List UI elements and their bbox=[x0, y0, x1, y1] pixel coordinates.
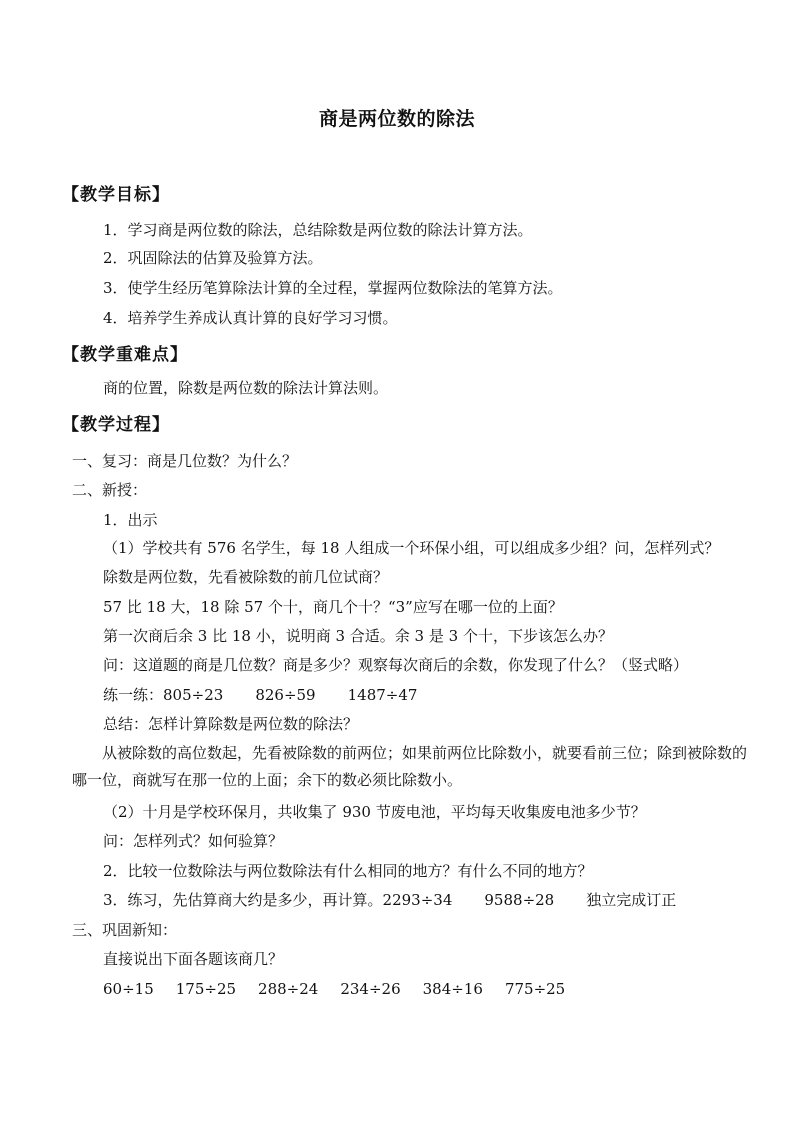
question-1-step: 问：这道题的商是几位数？商是多少？观察每次商后的余数，你发现了什么？（竖式略） bbox=[103, 656, 689, 674]
practice-label: 练一练： bbox=[103, 686, 164, 704]
question-1: （1）学校共有 576 名学生，每 18 人组成一个环保小组，可以组成多少组？问，怎样列式？ bbox=[103, 539, 720, 557]
review-line: 一、复习：商是几位数？为什么？ bbox=[72, 452, 298, 470]
question-1-step: 除数是两位数，先看被除数的前几位试商？ bbox=[103, 568, 389, 586]
drill-item: 288÷24 bbox=[258, 980, 319, 998]
question-1-step: 第一次商后余 3 比 18 小，说明商 3 合适。余 3 是 3 个十，下步该怎么办？ bbox=[103, 627, 613, 645]
practice-item: 805÷23 bbox=[163, 686, 224, 704]
drill-item: 60÷15 bbox=[103, 980, 154, 998]
exercise-line bbox=[103, 890, 676, 910]
drill-item: 175÷25 bbox=[175, 980, 237, 998]
summary-paragraph: 从被除数的高位数起，先看被除数的前两位；如果前两位比除数小，就要看前三位；除到被除数的哪一位，商就写在那一位的上面；余下的数必须比除数小。 bbox=[72, 744, 748, 789]
new-teach-line: 二、新授： bbox=[72, 481, 148, 499]
section-heading-key-points: 【教学重难点】 bbox=[62, 345, 188, 365]
objective-item: 1．学习商是两位数的除法，总结除数是两位数的除法计算方法。 bbox=[103, 221, 533, 239]
drill-item: 775÷25 bbox=[504, 980, 566, 998]
section-heading-objectives: 【教学目标】 bbox=[62, 185, 170, 205]
objective-item: 4．培养学生养成认真计算的良好学习习惯。 bbox=[103, 309, 398, 327]
direct-line: 直接说出下面各题该商几？ bbox=[103, 950, 284, 968]
practice-line bbox=[103, 685, 417, 705]
summary-question: 总结：怎样计算除数是两位数的除法？ bbox=[103, 715, 359, 733]
page-title: 商是两位数的除法 bbox=[318, 108, 475, 130]
practice-item: 826÷59 bbox=[255, 686, 316, 704]
section-heading-process: 【教学过程】 bbox=[62, 415, 170, 435]
drill-line bbox=[103, 979, 565, 999]
practice-item: 1487÷47 bbox=[347, 686, 418, 704]
question-2: （2）十月是学校环保月，共收集了 930 节废电池，平均每天收集废电池多少节？ bbox=[103, 803, 646, 821]
consolidate-line: 三、巩固新知： bbox=[72, 921, 178, 939]
objective-item: 2．巩固除法的估算及验算方法。 bbox=[103, 249, 323, 267]
show-line: 1．出示 bbox=[103, 511, 158, 529]
question-1-step: 57 比 18 大，18 除 57 个十，商几个十？“3”应写在哪一位的上面？ bbox=[103, 598, 563, 616]
drill-item: 234÷26 bbox=[340, 980, 401, 998]
objective-item: 3．使学生经历笔算除法计算的全过程，掌握两位数除法的笔算方法。 bbox=[103, 279, 563, 297]
key-points-text: 商的位置，除数是两位数的除法计算法则。 bbox=[103, 379, 389, 397]
exercise-label: 3．练习，先估算商大约是多少，再计算。 bbox=[103, 891, 383, 909]
exercise-item: 2293÷34 bbox=[382, 891, 453, 909]
question-2-step: 问：怎样列式？如何验算？ bbox=[103, 832, 284, 850]
exercise-item: 9588÷28 bbox=[484, 891, 555, 909]
compare-line: 2．比较一位数除法与两位数除法有什么相同的地方？有什么不同的地方？ bbox=[103, 862, 593, 880]
exercise-note: 独立完成订正 bbox=[586, 891, 677, 909]
drill-item: 384÷16 bbox=[422, 980, 483, 998]
